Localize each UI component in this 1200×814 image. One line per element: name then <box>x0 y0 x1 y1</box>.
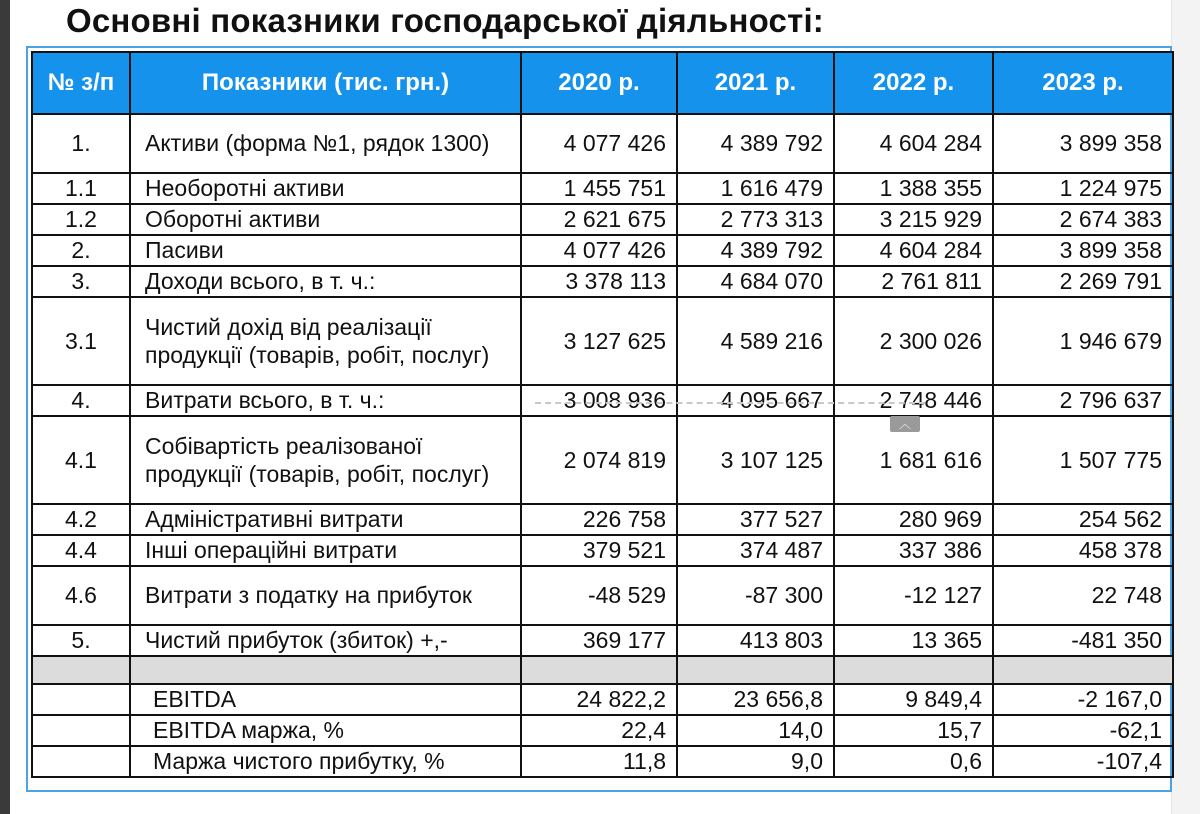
row-indicator-name: Інші операційні витрати <box>130 535 521 566</box>
row-value-2020: 2 074 819 <box>521 416 677 504</box>
row-value-2022: -12 127 <box>834 566 993 625</box>
row-value-2021: 4 684 070 <box>677 266 834 297</box>
row-value-2022: 4 604 284 <box>834 114 993 173</box>
row-value-2020: 11,8 <box>521 746 677 777</box>
right-scrollbar[interactable] <box>1171 0 1200 814</box>
row-value-2023: 22 748 <box>993 566 1173 625</box>
separator-row <box>32 656 1173 684</box>
separator-cell <box>130 656 521 684</box>
row-indicator-name: Витрати з податку на прибуток <box>130 566 521 625</box>
row-number: 1.1 <box>32 173 130 204</box>
row-value-2021: 374 487 <box>677 535 834 566</box>
row-value-2021: 4 589 216 <box>677 297 834 385</box>
row-value-2020: 2 621 675 <box>521 204 677 235</box>
row-value-2022: 9 849,4 <box>834 684 993 715</box>
row-value-2021: 3 107 125 <box>677 416 834 504</box>
scroll-hint-line <box>535 402 925 426</box>
row-number <box>32 715 130 746</box>
row-number: 4.1 <box>32 416 130 504</box>
row-number: 1.2 <box>32 204 130 235</box>
row-indicator-name: Маржа чистого прибутку, % <box>130 746 521 777</box>
row-indicator-name: EBITDA маржа, % <box>130 715 521 746</box>
table-row <box>32 235 1173 266</box>
row-value-2020: -48 529 <box>521 566 677 625</box>
row-value-2022: 15,7 <box>834 715 993 746</box>
row-value-2020: 4 077 426 <box>521 114 677 173</box>
col-header-2022: 2022 р. <box>834 52 993 114</box>
table-row <box>32 114 1173 173</box>
row-indicator-name: Витрати всього, в т. ч.: <box>130 385 521 416</box>
row-value-2020: 3 378 113 <box>521 266 677 297</box>
row-value-2020: 24 822,2 <box>521 684 677 715</box>
row-value-2023: 2 796 637 <box>993 385 1173 416</box>
table-row <box>32 416 1173 504</box>
row-indicator-name: Необоротні активи <box>130 173 521 204</box>
row-value-2020: 3 008 936 <box>521 385 677 416</box>
row-value-2023: 3 899 358 <box>993 235 1173 266</box>
row-value-2021: 1 616 479 <box>677 173 834 204</box>
row-value-2023: -107,4 <box>993 746 1173 777</box>
row-value-2020: 369 177 <box>521 625 677 656</box>
separator-cell <box>32 656 130 684</box>
page-title: Основні показники господарської діяльності: <box>66 2 824 39</box>
row-number: 3.1 <box>32 297 130 385</box>
row-value-2020: 3 127 625 <box>521 297 677 385</box>
row-indicator-name: Адміністративні витрати <box>130 504 521 535</box>
row-indicator-name: Оборотні активи <box>130 204 521 235</box>
row-number: 5. <box>32 625 130 656</box>
row-value-2021: 2 773 313 <box>677 204 834 235</box>
table-body <box>32 114 1173 777</box>
row-number: 4.6 <box>32 566 130 625</box>
row-value-2023: 1 946 679 <box>993 297 1173 385</box>
col-header-2021: 2021 р. <box>677 52 834 114</box>
row-number: 2. <box>32 235 130 266</box>
row-value-2022: 2 761 811 <box>834 266 993 297</box>
row-indicator-name: Чистий дохід від реалізації продукції (товарів, робіт, послуг) <box>130 297 521 385</box>
row-value-2021: 4 095 667 <box>677 385 834 416</box>
row-value-2022: 280 969 <box>834 504 993 535</box>
table-header-row <box>32 52 1173 114</box>
row-value-2021: 413 803 <box>677 625 834 656</box>
separator-cell <box>677 656 834 684</box>
row-number: 4.2 <box>32 504 130 535</box>
row-value-2022: 1 388 355 <box>834 173 993 204</box>
row-value-2021: 4 389 792 <box>677 235 834 266</box>
row-number <box>32 746 130 777</box>
table-row <box>32 715 1173 746</box>
row-number: 4. <box>32 385 130 416</box>
row-value-2022: 13 365 <box>834 625 993 656</box>
col-header-2020: 2020 р. <box>521 52 677 114</box>
row-indicator-name: Активи (форма №1, рядок 1300) <box>130 114 521 173</box>
row-value-2022: 1 681 616 <box>834 416 993 504</box>
row-value-2023: 2 674 383 <box>993 204 1173 235</box>
row-value-2022: 337 386 <box>834 535 993 566</box>
table-row <box>32 566 1173 625</box>
row-value-2023: -2 167,0 <box>993 684 1173 715</box>
table-row <box>32 266 1173 297</box>
table-row <box>32 173 1173 204</box>
row-value-2022: 4 604 284 <box>834 235 993 266</box>
row-value-2022: 2 748 446 <box>834 385 993 416</box>
row-value-2023: 458 378 <box>993 535 1173 566</box>
row-value-2021: 4 389 792 <box>677 114 834 173</box>
row-indicator-name: Пасиви <box>130 235 521 266</box>
col-header-num: № з/п <box>32 52 130 114</box>
row-number: 4.4 <box>32 535 130 566</box>
table-row <box>32 504 1173 535</box>
row-value-2023: 2 269 791 <box>993 266 1173 297</box>
row-value-2023: -481 350 <box>993 625 1173 656</box>
table-row <box>32 746 1173 777</box>
row-number <box>32 684 130 715</box>
table-row <box>32 625 1173 656</box>
table-row <box>32 535 1173 566</box>
row-value-2022: 2 300 026 <box>834 297 993 385</box>
row-number: 3. <box>32 266 130 297</box>
row-value-2021: -87 300 <box>677 566 834 625</box>
row-value-2021: 14,0 <box>677 715 834 746</box>
row-value-2023: 1 224 975 <box>993 173 1173 204</box>
separator-cell <box>521 656 677 684</box>
row-indicator-name: Доходи всього, в т. ч.: <box>130 266 521 297</box>
row-indicator-name: Чистий прибуток (збиток) +,- <box>130 625 521 656</box>
left-edge <box>0 0 10 814</box>
row-value-2020: 226 758 <box>521 504 677 535</box>
row-value-2023: 254 562 <box>993 504 1173 535</box>
row-value-2021: 377 527 <box>677 504 834 535</box>
table-row <box>32 684 1173 715</box>
row-value-2020: 22,4 <box>521 715 677 746</box>
row-value-2022: 3 215 929 <box>834 204 993 235</box>
row-indicator-name: Собівартість реалізованої продукції (товарів, робіт, послуг) <box>130 416 521 504</box>
row-value-2020: 1 455 751 <box>521 173 677 204</box>
separator-cell <box>834 656 993 684</box>
row-value-2020: 379 521 <box>521 535 677 566</box>
row-value-2020: 4 077 426 <box>521 235 677 266</box>
row-indicator-name: EBITDA <box>130 684 521 715</box>
row-value-2023: 3 899 358 <box>993 114 1173 173</box>
row-number: 1. <box>32 114 130 173</box>
row-value-2023: 1 507 775 <box>993 416 1173 504</box>
row-value-2023: -62,1 <box>993 715 1173 746</box>
row-value-2022: 0,6 <box>834 746 993 777</box>
separator-cell <box>993 656 1173 684</box>
row-value-2021: 23 656,8 <box>677 684 834 715</box>
row-value-2021: 9,0 <box>677 746 834 777</box>
chevron-up-icon[interactable]: ︿ <box>890 416 920 432</box>
col-header-indicator: Показники (тис. грн.) <box>130 52 521 114</box>
table-row <box>32 297 1173 385</box>
table-row <box>32 204 1173 235</box>
col-header-2023: 2023 р. <box>993 52 1173 114</box>
